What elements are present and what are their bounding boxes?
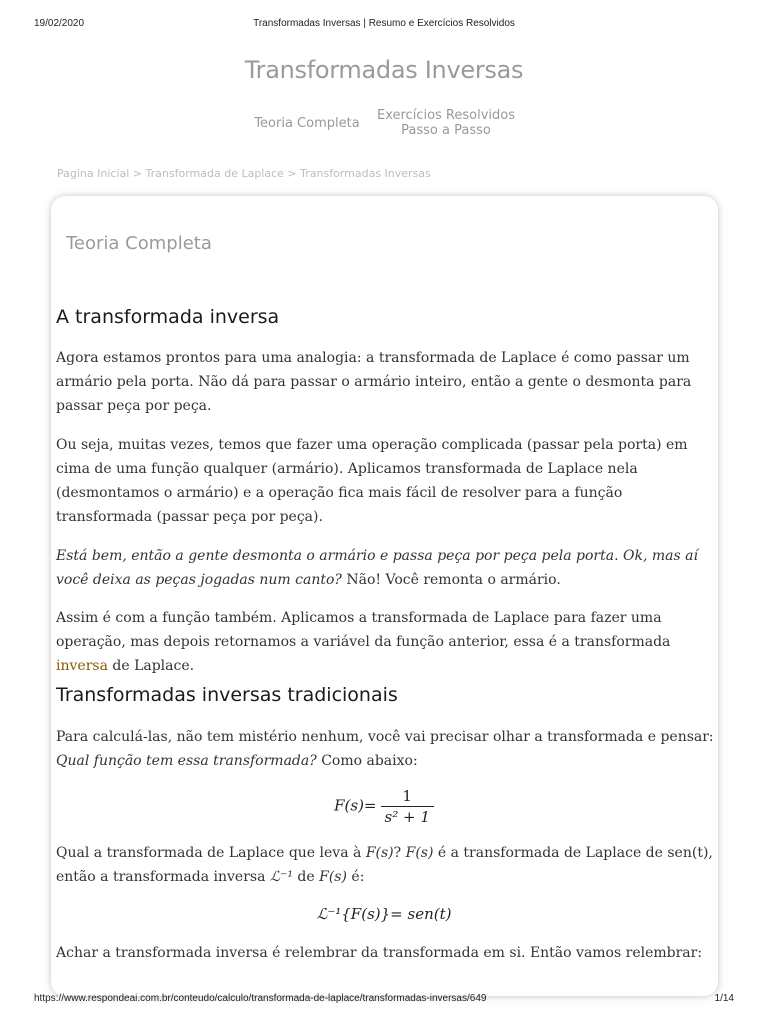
- which-math-3: sen(t): [667, 845, 709, 861]
- inverse-text-a: Assim é com a função também. Aplicamos a transformada de Laplace para fazer uma operação, mas depois retornamos a variável da função anterior, essa é a transformada: [56, 610, 671, 650]
- eq1-fraction: [381, 786, 434, 827]
- which-math-4: ℒ⁻¹: [269, 869, 293, 885]
- which-math-5: F(s): [319, 869, 347, 885]
- eq1-denominator: s² + 1: [384, 808, 430, 826]
- eq1-lhs: F(s)=: [334, 796, 377, 815]
- paragraph-question: [56, 544, 716, 592]
- eq2-expression: ℒ⁻¹{F(s)}= sen(t): [316, 905, 452, 923]
- paragraph-analogy: Agora estamos prontos para uma analogia: a transformada de Laplace é como passar um armário pela porta. Não dá para passar o armário inteiro, então a gente o desmonta para passar peça por peça.: [56, 350, 692, 414]
- equation-inverse-laplace: [0, 905, 768, 923]
- italic-question: Está bem, então a gente desmonta o armário e passa peça por peça pela porta. Ok, mas aí você deixa as peças jogadas num canto?: [56, 548, 698, 588]
- paragraph-inverse: [56, 606, 716, 678]
- which-math-2: F(s): [405, 845, 434, 861]
- calc-text-a: Para calculá-las, não tem mistério nenhum, você vai precisar olhar a transformada e pensar:: [56, 729, 714, 745]
- breadcrumb-home[interactable]: Pagina Inicial: [57, 167, 130, 180]
- which-text-f: de: [292, 869, 320, 885]
- section-heading-traditional: Transformadas inversas tradicionais: [56, 684, 398, 706]
- which-math-1: F(s): [365, 845, 394, 861]
- section-heading-inverse-transform: A transformada inversa: [56, 306, 280, 328]
- breadcrumb-separator: >: [287, 167, 297, 180]
- which-text-b: ?: [393, 845, 406, 861]
- nav-teoria-completa[interactable]: Teoria Completa: [254, 116, 360, 131]
- print-header: [0, 16, 768, 32]
- which-text-a: Qual a transformada de Laplace que leva à: [56, 845, 366, 861]
- eq1-numerator: 1: [381, 786, 434, 807]
- nav-exercicios-resolvidos[interactable]: [372, 108, 520, 138]
- paragraph-operation: Ou seja, muitas vezes, temos que fazer uma operação complicada (passar pela porta) em cima de uma função qualquer (armário). Aplicamos transformada de Laplace nela (desmontamos o armário) e a operação fica mais fácil de resolver para a função transformada (passar peça por peça).: [56, 437, 688, 525]
- site-title: Transformadas Inversas: [244, 56, 524, 84]
- breadcrumb-section[interactable]: Transformada de Laplace: [145, 167, 284, 180]
- which-text-g: é:: [346, 869, 365, 885]
- which-text-c: é a transformada de Laplace de: [433, 845, 668, 861]
- print-url: https://www.respondeai.com.br/conteudo/calculo/transformada-de-laplace/transformadas-inversas/649: [34, 993, 487, 1004]
- paragraph-remember: Achar a transformada inversa é relembrar da transformada em si. Então vamos relembrar:: [56, 945, 703, 961]
- print-document-title: Transformadas Inversas | Resumo e Exercícios Resolvidos: [253, 18, 515, 29]
- breadcrumb: [57, 167, 431, 180]
- breadcrumb-separator: >: [132, 167, 143, 180]
- which-text-d: ,: [708, 845, 713, 861]
- calc-italic-question: Qual função tem essa transformada?: [56, 753, 317, 769]
- print-footer: [0, 993, 768, 1009]
- which-text-e: então a transformada inversa: [56, 869, 270, 885]
- paragraph-which-transform: [56, 841, 716, 889]
- print-page-number: 1/14: [714, 993, 734, 1004]
- paragraph-calculate: [56, 725, 716, 773]
- nav-exercicios-line1: Exercícios Resolvidos: [376, 108, 515, 123]
- equation-F-of-s: [0, 786, 768, 827]
- print-date: 19/02/2020: [34, 18, 85, 29]
- calc-text-b: Como abaixo:: [316, 753, 418, 769]
- breadcrumb-current[interactable]: Transformadas Inversas: [300, 167, 431, 180]
- inverse-link[interactable]: inversa: [56, 658, 108, 674]
- nav-exercicios-line2: Passo a Passo: [401, 123, 491, 138]
- card-title: Teoria Completa: [66, 233, 212, 254]
- paragraph-answer: Não! Você remonta o armário.: [341, 572, 561, 588]
- inverse-text-b: de Laplace.: [107, 658, 195, 674]
